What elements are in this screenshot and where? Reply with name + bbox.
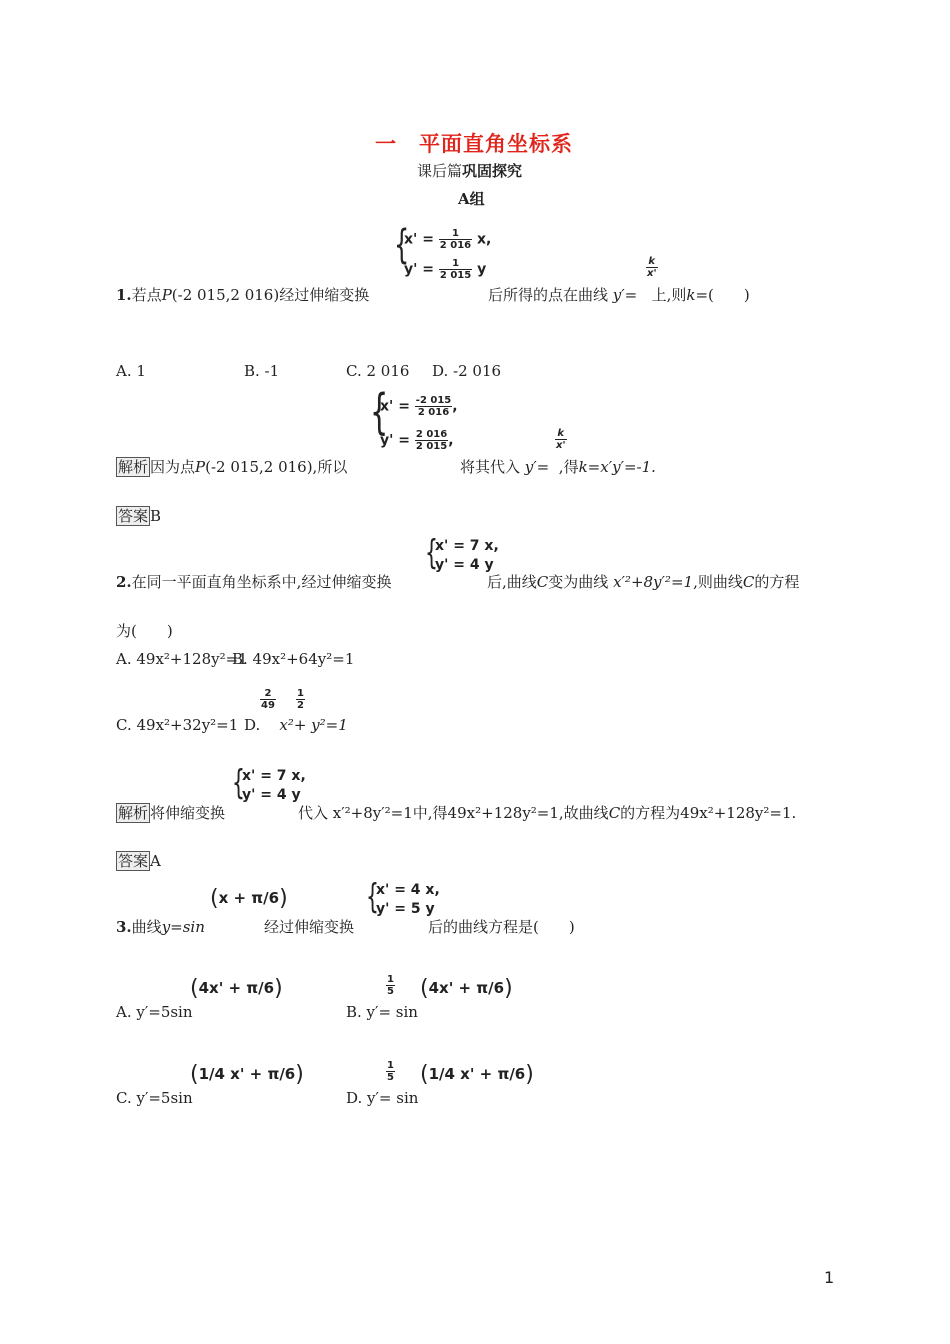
q1-number: 1. xyxy=(116,286,132,304)
brace-icon: { xyxy=(370,384,389,440)
q1-analysis: 解析 因为点P(-2 015,2 016),所以 xyxy=(118,458,348,476)
q1-frac-k: $\frac{k}{x'}$ xyxy=(647,256,657,279)
q1-option-a: A. 1 xyxy=(116,362,146,380)
q1-option-c: C. 2 016 xyxy=(346,362,410,380)
q3-option-a-paren: (4x' + π/6) xyxy=(190,976,283,1001)
q3-option-b-paren: (4x' + π/6) xyxy=(420,976,513,1001)
analysis-tag: 解析 xyxy=(118,458,149,476)
q1-stem: 1.若点P(-2 015,2 016)经过伸缩变换 xyxy=(116,286,370,304)
q3-option-d: D. y′= sin xyxy=(346,1089,419,1107)
q3-transform-system: { x' = 4 x, y' = 5 y xyxy=(366,877,440,917)
q1-option-d: D. -2 016 xyxy=(432,362,502,380)
q3-option-c-paren: (1/4 x' + π/6) xyxy=(190,1062,304,1087)
q1-stem-tail: 后所得的点在曲线 y′= 上,则k=( ) xyxy=(488,286,750,304)
q3-stem-mid: 经过伸缩变换 xyxy=(264,918,355,936)
q1-analysis-system: { x' = $\frac{-2 015}{2 016}$ , y' = $\frac{2 016}{2 015}$ , xyxy=(370,384,458,452)
brace-icon: { xyxy=(425,533,438,573)
sys-row1-lhs: x' = xyxy=(404,231,434,248)
q2-analysis: 解析 将伸缩变换 xyxy=(118,804,226,822)
q1-analysis-frac-k: $\frac{k}{x'}$ xyxy=(556,428,566,451)
q1-analysis-tail: 将其代入 y′= ,得k=x′y′=-1. xyxy=(460,458,656,476)
q2-transform-system: { x' = 7 x, y' = 4 y xyxy=(425,533,499,573)
q2-option-a: A. 49x²+128y²=1 xyxy=(116,650,248,668)
q3-option-d-frac: $\frac{1}{5}$ xyxy=(387,1060,394,1083)
q1-transform-system xyxy=(394,222,494,286)
q2-stem: 2.在同一平面直角坐标系中,经过伸缩变换 xyxy=(116,573,392,591)
sys-row1-frac: $\frac{1}{2 016}$ xyxy=(439,228,472,251)
sys-row2-frac: $\frac{1}{2 015}$ xyxy=(439,258,472,281)
sys-row1-var: x, xyxy=(477,231,492,248)
q2-option-b: B. 49x²+64y²=1 xyxy=(232,650,355,668)
q2-answer: 答案 A xyxy=(118,852,161,870)
brace-icon: { xyxy=(394,222,410,268)
page-title: 一 平面直角坐标系 xyxy=(375,132,573,156)
q2-analysis-system: { x' = 7 x, y' = 4 y xyxy=(232,763,306,803)
brace-icon: { xyxy=(232,763,245,803)
q3-curve-paren: (x + π/6) xyxy=(210,886,288,911)
q2-option-d-frac2: $\frac{1}{2}$ xyxy=(297,688,304,711)
q2-option-d: D. x²+ y²=1 xyxy=(244,716,348,734)
q3-stem-tail: 后的曲线方程是( ) xyxy=(428,918,575,936)
subtitle-bold: 巩固探究 xyxy=(462,162,523,180)
q3-option-c: C. y′=5sin xyxy=(116,1089,193,1107)
subtitle-prefix: 课后篇 xyxy=(417,162,463,180)
sys-row2-var: y xyxy=(477,261,487,278)
q1-option-b: B. -1 xyxy=(244,362,280,380)
q2-stem-tail: 后,曲线C变为曲线 x′²+8y′²=1,则曲线C的方程 xyxy=(487,573,800,591)
q2-option-d-frac1: $\frac{2}{49}$ xyxy=(261,688,275,711)
q2-analysis-tail: 代入 x′²+8y′²=1中,得49x²+128y²=1,故曲线C的方程为49x²+128y²=1. xyxy=(298,804,797,822)
page-number: 1 xyxy=(824,1268,835,1287)
analysis-tag: 解析 xyxy=(118,804,149,822)
answer-tag: 答案 xyxy=(118,852,149,870)
brace-icon: { xyxy=(366,877,379,917)
q1-answer: 答案 B xyxy=(118,507,162,525)
q2-option-c: C. 49x²+32y²=1 xyxy=(116,716,239,734)
q3-option-b-frac: $\frac{1}{5}$ xyxy=(387,974,394,997)
page-subtitle xyxy=(417,160,522,181)
group-label: A组 xyxy=(458,190,485,208)
q3-option-a: A. y′=5sin xyxy=(116,1003,193,1021)
q2-stem-cont: 为( ) xyxy=(116,622,173,640)
q3-option-b: B. y′= sin xyxy=(346,1003,418,1021)
answer-tag: 答案 xyxy=(118,507,149,525)
q3-option-d-paren: (1/4 x' + π/6) xyxy=(420,1062,534,1087)
sys-row2-lhs: y' = xyxy=(404,261,435,278)
q3-stem: 3.曲线y=sin xyxy=(116,918,205,936)
